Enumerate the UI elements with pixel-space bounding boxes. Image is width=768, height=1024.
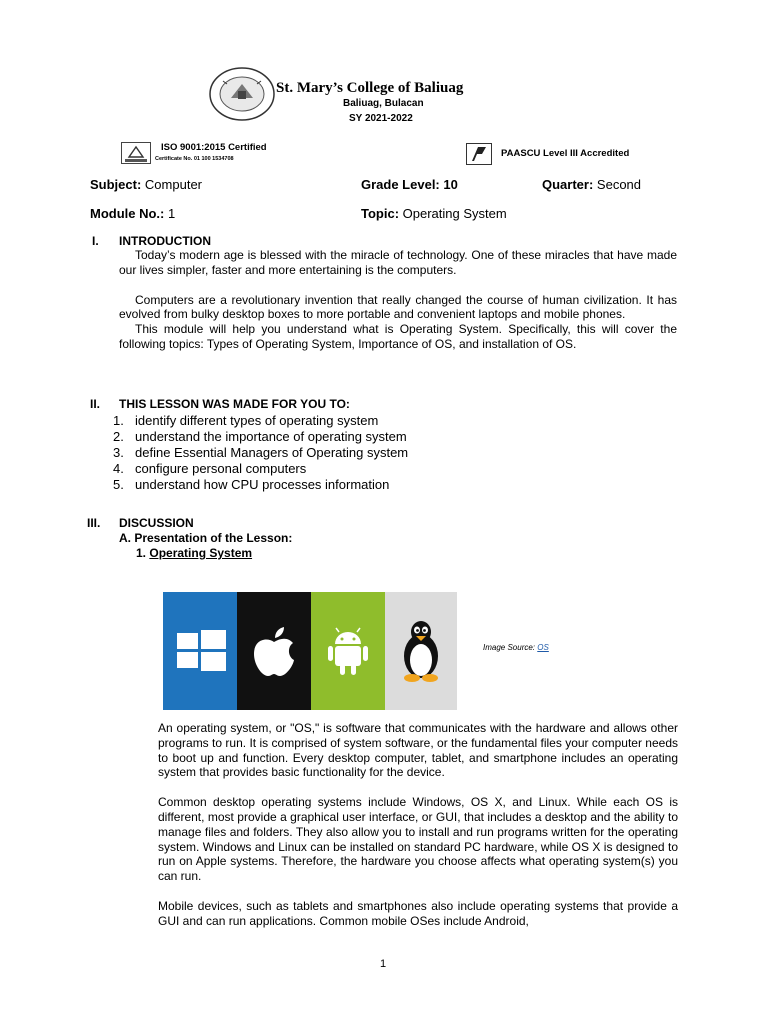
objective-item: [113, 413, 408, 429]
subsection-presentation: A. Presentation of the Lesson:: [119, 531, 293, 545]
objective-text: identify different types of operating system: [135, 413, 379, 428]
objective-number: 4.: [113, 461, 124, 476]
section-number: II.: [90, 397, 101, 411]
section-number: III.: [87, 516, 101, 530]
module-number-field: Module No.: 1: [90, 206, 176, 221]
objective-item: [113, 429, 408, 445]
topic-field: Topic: Operating System: [361, 206, 507, 221]
objective-text: understand how CPU processes information: [135, 477, 390, 492]
iso-certificate-number: Certificate No. 01 100 1534708: [155, 156, 234, 162]
intro-paragraph-3: This module will help you understand what is Operating System. Specifically, this will cover the following topics: Types of Operating System, Importance of OS, and installation of OS.: [119, 322, 677, 351]
subject-value: Computer: [144, 177, 202, 192]
college-location: Baliuag, Bulacan: [343, 98, 424, 109]
objective-number: 1.: [113, 413, 124, 428]
section-title-objectives: THIS LESSON WAS MADE FOR YOU TO:: [119, 397, 350, 411]
objective-number: 3.: [113, 445, 124, 460]
paascu-accreditation-label: PAASCU Level III Accredited: [501, 148, 630, 159]
objective-text: understand the importance of operating system: [135, 429, 407, 444]
module-number-value: 1: [168, 206, 176, 221]
android-tile: [311, 592, 385, 710]
grade-level-field: Grade Level: 10: [361, 177, 458, 192]
paascu-logo-icon: [466, 143, 492, 165]
quarter-field: Quarter: Second: [542, 177, 642, 192]
objective-text: define Essential Managers of Operating system: [135, 445, 409, 460]
apple-logo-icon: [237, 592, 311, 710]
image-source-link[interactable]: OS: [537, 643, 549, 652]
school-year: SY 2021-2022: [349, 113, 413, 124]
subject-field: Subject: Computer: [90, 177, 202, 192]
objective-item: [113, 445, 408, 461]
topic-value: Operating System: [402, 206, 507, 221]
objectives-list: [113, 413, 408, 493]
objective-item: [113, 461, 408, 477]
intro-paragraph-1: Today’s modern age is blessed with the miracle of technology. One of these miracles that have made our lives simpler, faster and more entertaining is the computers.: [119, 248, 677, 277]
objective-number: 2.: [113, 429, 124, 444]
objective-number: 5.: [113, 477, 124, 492]
windows-tile: [163, 592, 237, 710]
discussion-paragraph-1: An operating system, or "OS," is software that communicates with the hardware and allows other programs to run. It is comprised of system software, or the fundamental files your computer needs to boot up and function. Every desktop computer, tablet, and smartphone includes an operating system that provides basic functionality for the device.: [158, 721, 678, 780]
objective-item: [113, 477, 408, 493]
intro-paragraph-2: Computers are a revolutionary invention that really changed the course of human civilization. It has evolved from bulky desktop boxes to more portable and convenient laptops and mobile phones.: [119, 292, 677, 322]
section-title-discussion: DISCUSSION: [119, 516, 194, 530]
discussion-body: [158, 721, 678, 929]
iso-certified-label: ISO 9001:2015 Certified: [161, 142, 267, 153]
section-number: I.: [92, 234, 99, 248]
subsection-operating-system: 1. Operating System: [136, 546, 253, 560]
linux-tux-icon: [385, 592, 457, 710]
windows-logo-icon: [163, 592, 237, 710]
college-seal-logo: [209, 67, 275, 121]
section-title-introduction: INTRODUCTION: [119, 234, 211, 248]
iso-certification-icon: [121, 142, 151, 164]
image-source-caption: Image Source: OS: [483, 643, 549, 652]
android-logo-icon: [311, 592, 385, 710]
page-number: 1: [380, 958, 387, 970]
discussion-paragraph-3: Mobile devices, such as tablets and smartphones also include operating systems that provide a GUI and can run applications. Common mobile OSes include Android,: [158, 898, 678, 928]
linux-tile: [385, 592, 457, 710]
quarter-value: Second: [596, 177, 642, 192]
introduction-body: [119, 248, 677, 352]
college-name: St. Mary’s College of Baliuag: [276, 80, 464, 96]
objective-text: configure personal computers: [135, 461, 307, 476]
discussion-paragraph-2: Common desktop operating systems include Windows, OS X, and Linux. While each OS is different, most provide a graphical user interface, or GUI, that includes a desktop and the ability to manage files and folders. They also allow you to install and run programs written for the operating system. Windows and Linux can be installed on standard PC hardware, while OS X is designed to run on Apple systems. Therefore, the hardware you choose affects what operating system(s) you can run.: [158, 795, 678, 884]
apple-tile: [237, 592, 311, 710]
